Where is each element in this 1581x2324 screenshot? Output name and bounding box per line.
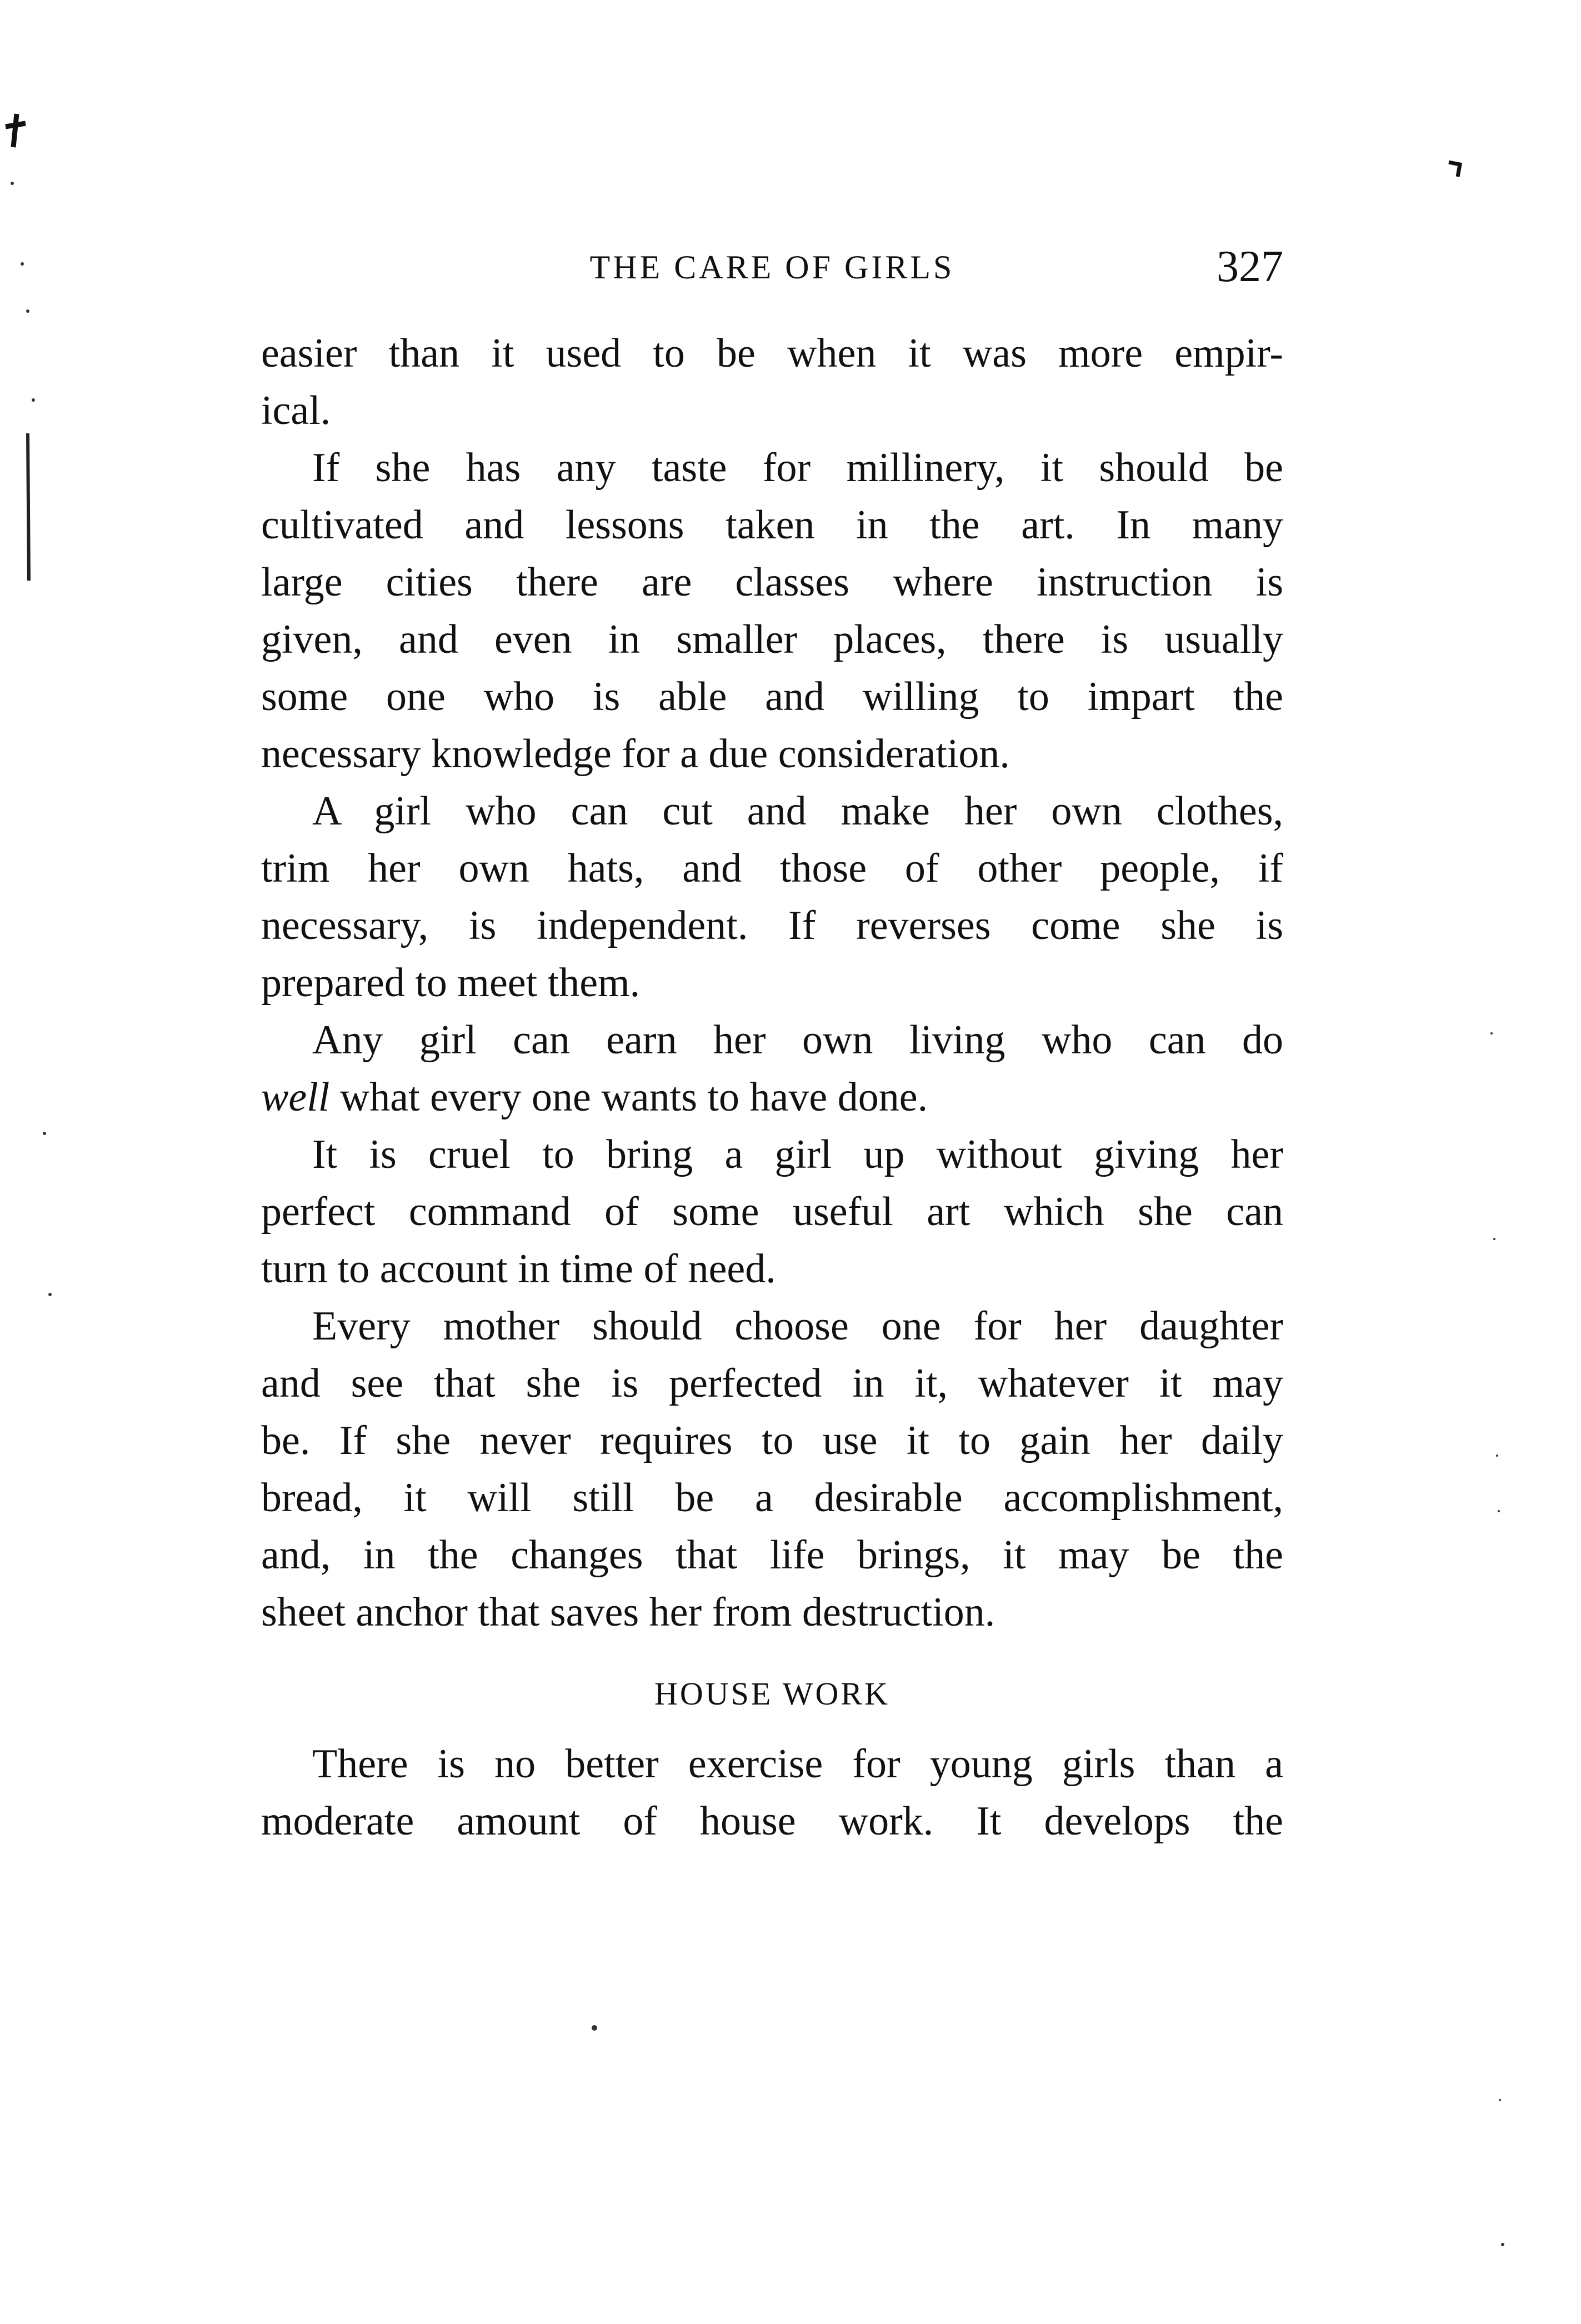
corner-mark [1449, 162, 1460, 177]
running-title: THE CARE OF GIRLS [589, 249, 955, 286]
text-line: and see that she is perfected in it, whatever it may [261, 1361, 1283, 1406]
text-line: and, in the changes that life brings, it may be the [261, 1532, 1283, 1578]
text-line: It is cruel to bring a girl up without giving her [312, 1132, 1283, 1177]
text-line: be. If she never requires to use it to gain her daily [261, 1418, 1283, 1463]
text-line: necessary, is independent. If reverses come she is [261, 903, 1283, 948]
text-line: trim her own hats, and those of other people, if [261, 846, 1283, 891]
paragraphs-after-heading [261, 1736, 1283, 1850]
text-line: moderate amount of house work. It develops the [261, 1798, 1283, 1844]
emphasized-word: well [261, 1074, 330, 1120]
text-line: large cities there are classes where instruction is [261, 559, 1283, 605]
text-line: easier than it used to be when it was more empir- [261, 331, 1283, 376]
margin-rule [28, 433, 29, 581]
page-number: 327 [1217, 242, 1283, 291]
text-line: Any girl can earn her own living who can do [312, 1017, 1283, 1063]
text-line: turn to account in time of need. [261, 1246, 776, 1292]
text-line: some one who is able and willing to impart the [261, 674, 1283, 719]
text-line: ical. [261, 388, 331, 433]
text-line: Every mother should choose one for her daughter [312, 1303, 1283, 1349]
section-heading: HOUSE WORK [654, 1676, 890, 1712]
text-line [261, 1069, 1283, 1126]
line-text: what every one wants to have done. [339, 1074, 928, 1120]
paragraphs-before-heading [261, 325, 1283, 1641]
dagger-mark [6, 114, 26, 147]
text-line: bread, it will still be a desirable accomplishment, [261, 1475, 1283, 1521]
text-line: sheet anchor that saves her from destruction. [261, 1590, 995, 1635]
text-line: perfect command of some useful art which she can [261, 1189, 1283, 1235]
text-line: necessary knowledge for a due consideration. [261, 731, 1010, 777]
text-line: A girl who can cut and make her own clothes, [312, 788, 1283, 834]
body-text [261, 325, 1283, 1850]
text-line: given, and even in smaller places, there is usually [261, 617, 1283, 662]
text-line: There is no better exercise for young girls than a [312, 1741, 1283, 1787]
text-line: If she has any taste for millinery, it should be [312, 445, 1283, 491]
running-head [261, 242, 1283, 292]
text-line: prepared to meet them. [261, 960, 641, 1006]
text-line: cultivated and lessons taken in the art. In many [261, 502, 1283, 548]
